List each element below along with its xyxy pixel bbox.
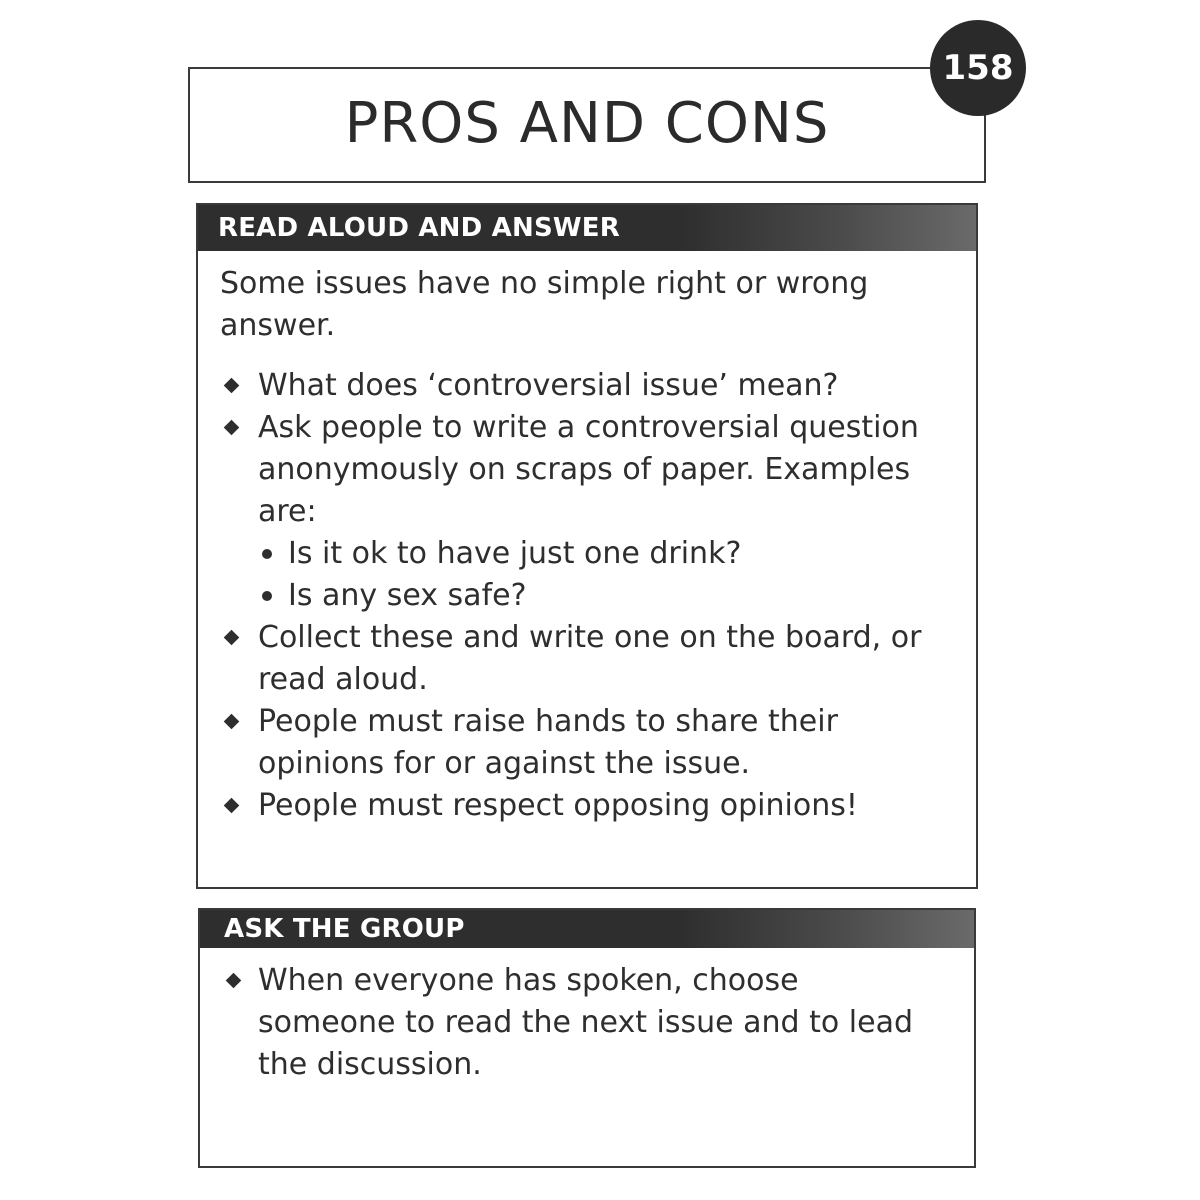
- title-box: [188, 67, 986, 183]
- example-text: Is it ok to have just one drink?: [288, 536, 742, 571]
- example-item: [258, 575, 962, 617]
- bullet-text: What does ‘controversial issue’ mean?: [258, 368, 839, 403]
- list-item: [222, 617, 962, 701]
- list-item: [222, 365, 962, 407]
- bullet-text: People must raise hands to share their opinions for or against the issue.: [258, 704, 838, 781]
- list-item: [224, 960, 924, 1086]
- list-item: [222, 785, 962, 827]
- bullet-text: When everyone has spoken, choose someone to read the next issue and to lead the discussion.: [258, 963, 913, 1082]
- diamond-bullet-icon: [224, 420, 240, 436]
- page-title: PROS AND CONS: [344, 91, 830, 156]
- read-aloud-header: READ ALOUD AND ANSWER: [198, 205, 976, 251]
- intro-text: Some issues have no simple right or wrong answer.: [220, 266, 869, 343]
- read-aloud-section: [196, 203, 978, 889]
- diamond-bullet-icon: [224, 798, 240, 814]
- example-text: Is any sex safe?: [288, 578, 527, 613]
- diamond-bullet-icon: [226, 973, 242, 989]
- card-number-badge: 158: [930, 20, 1026, 116]
- bullet-text: Collect these and write one on the board, or read aloud.: [258, 620, 922, 697]
- diamond-bullet-icon: [224, 378, 240, 394]
- ask-group-bullet-list: [224, 960, 924, 1086]
- list-item: [222, 407, 962, 617]
- diamond-bullet-icon: [224, 630, 240, 646]
- ask-group-header: ASK THE GROUP: [200, 910, 974, 948]
- dot-bullet-icon: [262, 549, 272, 559]
- dot-bullet-icon: [262, 591, 272, 601]
- example-item: [258, 533, 962, 575]
- ask-group-section: [198, 908, 976, 1168]
- examples-list: [258, 533, 962, 617]
- diamond-bullet-icon: [224, 714, 240, 730]
- bullet-text: Ask people to write a controversial question anonymously on scraps of paper. Examples are:: [258, 410, 919, 529]
- read-aloud-bullet-list: [222, 365, 962, 827]
- bullet-text: People must respect opposing opinions!: [258, 788, 858, 823]
- list-item: [222, 701, 962, 785]
